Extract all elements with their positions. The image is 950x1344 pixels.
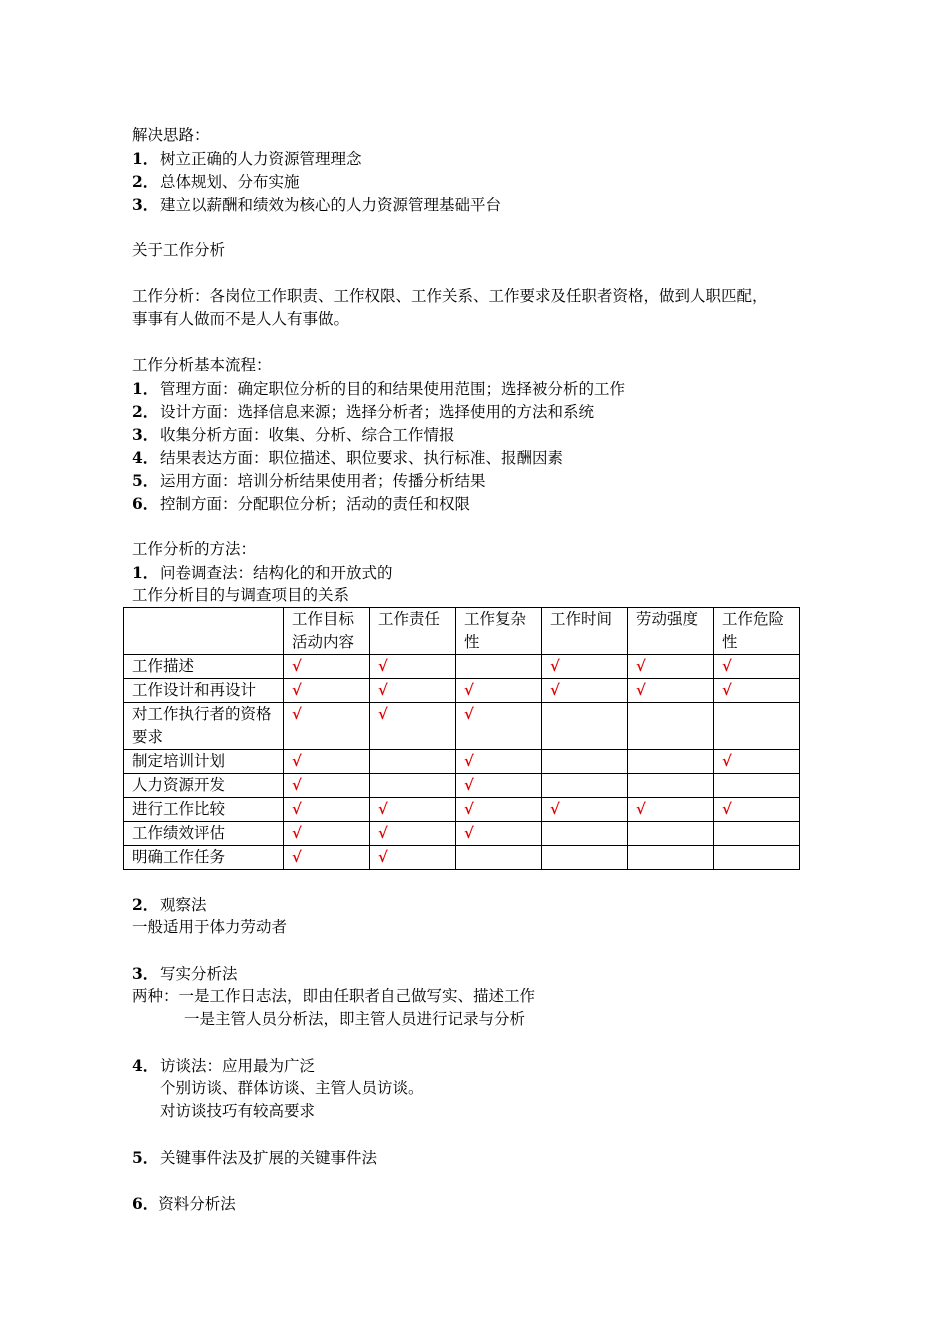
table-cell	[284, 846, 370, 870]
solution-heading: 解决思路：	[132, 126, 210, 144]
check-mark-icon: √	[550, 681, 560, 699]
table-cell	[284, 750, 370, 774]
table-cell	[370, 679, 456, 703]
table-cell	[542, 679, 628, 703]
check-mark-icon: √	[722, 752, 732, 770]
check-mark-icon: √	[550, 800, 560, 818]
list-item: 6． 控制方面：分配职位分析；活动的责任和权限	[132, 494, 471, 513]
list-item: 3． 建立以薪酬和绩效为核心的人力资源管理基础平台	[132, 195, 502, 214]
table-cell	[714, 679, 800, 703]
check-mark-icon: √	[464, 752, 474, 770]
table-cell	[628, 750, 714, 774]
table-cell	[456, 822, 542, 846]
table-header-row	[124, 608, 800, 655]
list-item: 5． 运用方面：培训分析结果使用者；传播分析结果	[132, 471, 486, 490]
table-row-label: 工作设计和再设计	[124, 679, 284, 703]
method-5: 5． 关键事件法及扩展的关键事件法	[132, 1148, 378, 1167]
table-cell	[542, 703, 628, 750]
table-cell	[542, 774, 628, 798]
table-cell	[284, 679, 370, 703]
check-mark-icon: √	[464, 800, 474, 818]
table-cell	[628, 703, 714, 750]
analysis-table	[123, 607, 800, 870]
table-cell	[456, 655, 542, 679]
table-row	[124, 822, 800, 846]
table-cell	[456, 750, 542, 774]
check-mark-icon: √	[292, 824, 302, 842]
process-list	[132, 377, 822, 515]
check-mark-icon: √	[292, 776, 302, 794]
method-6: 6．资料分析法	[132, 1194, 236, 1213]
table-row	[124, 798, 800, 822]
check-mark-icon: √	[464, 705, 474, 723]
list-item: 2． 设计方面：选择信息来源；选择分析者；选择使用的方法和系统	[132, 402, 595, 421]
check-mark-icon: √	[292, 681, 302, 699]
table-cell	[542, 655, 628, 679]
definition-line-1: 工作分析：各岗位工作职责、工作权限、工作关系、工作要求及任职者资格，做到人职匹配，	[132, 287, 768, 305]
table-cell	[284, 655, 370, 679]
table-cell	[370, 798, 456, 822]
table-cell	[456, 679, 542, 703]
check-mark-icon: √	[378, 824, 388, 842]
table-row-label: 明确工作任务	[124, 846, 284, 870]
table-row	[124, 703, 800, 750]
table-cell	[714, 655, 800, 679]
table-row-label: 人力资源开发	[124, 774, 284, 798]
table-cell	[284, 703, 370, 750]
method-2: 2． 观察法	[132, 895, 207, 914]
table-cell	[628, 655, 714, 679]
table-row-label: 工作描述	[124, 655, 284, 679]
check-mark-icon: √	[636, 657, 646, 675]
table-cell	[714, 750, 800, 774]
table-header-cell: 工作时间	[542, 608, 628, 655]
table-cell	[456, 774, 542, 798]
table-cell	[370, 655, 456, 679]
table-header-cell: 工作目标活动内容	[284, 608, 370, 655]
table-cell	[714, 774, 800, 798]
solution-list	[132, 147, 822, 216]
list-item: 2． 总体规划、分布实施	[132, 172, 300, 191]
check-mark-icon: √	[550, 657, 560, 675]
check-mark-icon: √	[292, 752, 302, 770]
table-cell	[714, 798, 800, 822]
table-header-cell: 工作责任	[370, 608, 456, 655]
table-row	[124, 750, 800, 774]
table-row	[124, 655, 800, 679]
table-header-cell	[124, 608, 284, 655]
check-mark-icon: √	[378, 848, 388, 866]
table-cell	[628, 798, 714, 822]
method-4: 4． 访谈法：应用最为广泛	[132, 1056, 316, 1075]
method-3-line-1: 两种：一是工作日志法，即由任职者自己做写实、描述工作	[132, 987, 536, 1005]
table-cell	[370, 703, 456, 750]
table-cell	[370, 774, 456, 798]
check-mark-icon: √	[464, 681, 474, 699]
table-header-cell: 工作复杂性	[456, 608, 542, 655]
check-mark-icon: √	[292, 705, 302, 723]
check-mark-icon: √	[378, 657, 388, 675]
check-mark-icon: √	[292, 657, 302, 675]
definition-line-2: 事事有人做而不是人人有事做。	[132, 310, 350, 328]
table-cell	[456, 846, 542, 870]
table-row-label: 制定培训计划	[124, 750, 284, 774]
table-cell	[714, 703, 800, 750]
table-cell	[628, 679, 714, 703]
check-mark-icon: √	[464, 776, 474, 794]
check-mark-icon: √	[636, 800, 646, 818]
table-row-label: 进行工作比较	[124, 798, 284, 822]
table-row	[124, 679, 800, 703]
method-3-line-2: 一是主管人员分析法，即主管人员进行记录与分析	[184, 1010, 526, 1028]
list-item: 1． 管理方面：确定职位分析的目的和结果使用范围；选择被分析的工作	[132, 379, 626, 398]
check-mark-icon: √	[292, 800, 302, 818]
document-page	[132, 124, 822, 1215]
table-cell	[456, 798, 542, 822]
methods-heading: 工作分析的方法：	[132, 540, 257, 558]
check-mark-icon: √	[636, 681, 646, 699]
table-cell	[542, 798, 628, 822]
table-cell	[284, 798, 370, 822]
table-header-cell: 工作危险性	[714, 608, 800, 655]
table-cell	[542, 750, 628, 774]
table-caption: 工作分析目的与调查项目的关系	[132, 586, 350, 604]
table-body	[124, 655, 800, 870]
check-mark-icon: √	[722, 681, 732, 699]
check-mark-icon: √	[292, 848, 302, 866]
check-mark-icon: √	[722, 800, 732, 818]
method-1: 1． 问卷调查法：结构化的和开放式的	[132, 563, 393, 582]
table-cell	[628, 774, 714, 798]
check-mark-icon: √	[722, 657, 732, 675]
table-row	[124, 846, 800, 870]
table-cell	[714, 822, 800, 846]
table-cell	[714, 846, 800, 870]
check-mark-icon: √	[378, 705, 388, 723]
table-cell	[456, 703, 542, 750]
table-row	[124, 774, 800, 798]
list-item: 4． 结果表达方面：职位描述、职位要求、执行标准、报酬因素	[132, 448, 564, 467]
table-cell	[284, 774, 370, 798]
check-mark-icon: √	[378, 681, 388, 699]
process-heading: 工作分析基本流程：	[132, 356, 272, 374]
list-item: 3． 收集分析方面：收集、分析、综合工作情报	[132, 425, 455, 444]
method-2-desc: 一般适用于体力劳动者	[132, 918, 288, 936]
table-cell	[284, 822, 370, 846]
table-cell	[542, 846, 628, 870]
table-row-label: 对工作执行者的资格要求	[124, 703, 284, 750]
list-item: 1． 树立正确的人力资源管理理念	[132, 149, 362, 168]
method-3: 3． 写实分析法	[132, 964, 238, 983]
check-mark-icon: √	[378, 800, 388, 818]
method-4-line-2: 对访谈技巧有较高要求	[160, 1102, 316, 1120]
table-cell	[542, 822, 628, 846]
table-cell	[628, 846, 714, 870]
table-cell	[628, 822, 714, 846]
table-row-label: 工作绩效评估	[124, 822, 284, 846]
method-4-line-1: 个别访谈、群体访谈、主管人员访谈。	[160, 1079, 424, 1097]
table-cell	[370, 822, 456, 846]
table-cell	[370, 750, 456, 774]
section-title: 关于工作分析	[132, 241, 226, 259]
table-cell	[370, 846, 456, 870]
check-mark-icon: √	[464, 824, 474, 842]
table-header-cell: 劳动强度	[628, 608, 714, 655]
